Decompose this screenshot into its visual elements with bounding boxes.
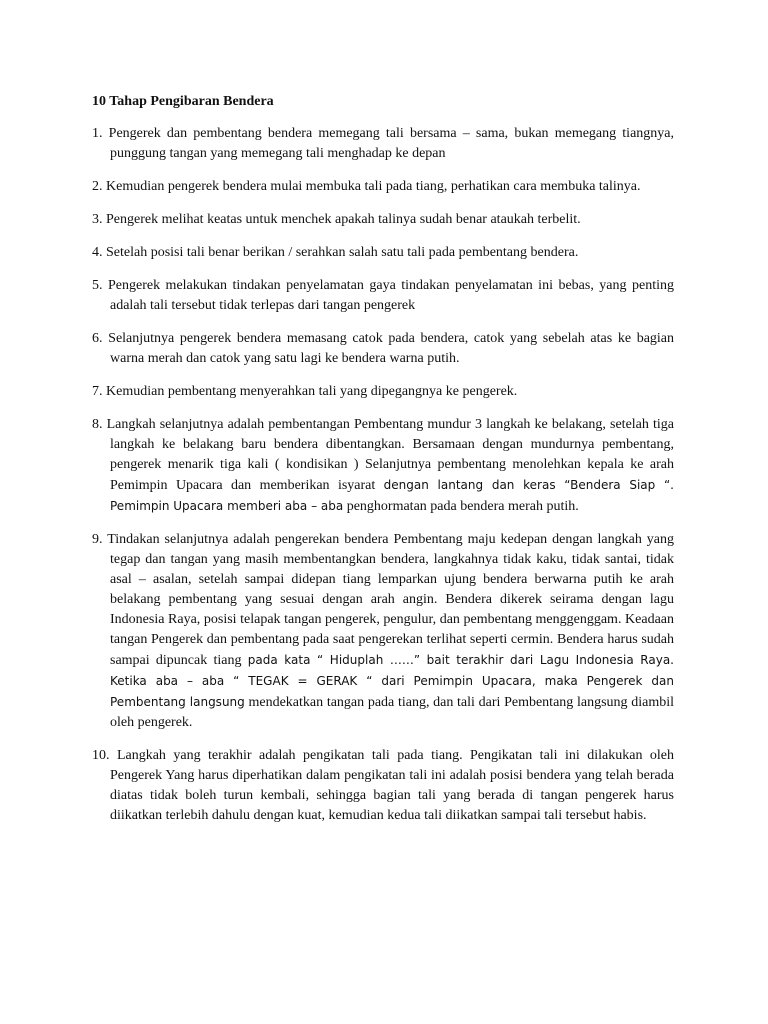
step-1	[92, 124, 674, 164]
step-text: Kemudian pengerek bendera mulai membuka tali pada tiang, perhatikan cara membuka talinya.	[106, 179, 641, 194]
step-5	[92, 276, 674, 316]
step-text: Langkah yang terakhir adalah pengikatan tali pada tiang. Pengikatan tali ini dilakukan oleh Pengerek Yang harus diperhatikan dalam pengikatan tali ini adalah posisi bendera yang telah berada diatas tidak boleh turun kembali, sehingga bagian tali yang berada di tangan pengerek harus diikatkan terlebih dahulu dengan kuat, kemudian kedua tali diikatkan sampai tali tersebut habis.	[110, 748, 674, 823]
step-text: Pengerek melihat keatas untuk menchek apakah talinya sudah benar ataukah terbelit.	[106, 212, 581, 227]
step-text: Selanjutnya pengerek bendera memasang catok pada bendera, catok yang sebelah atas ke bagian warna merah dan catok yang satu lagi ke bendera warna putih.	[108, 331, 675, 366]
step-number: 9.	[92, 532, 103, 547]
step-number: 10.	[92, 748, 110, 763]
step-number: 7.	[92, 384, 103, 399]
step-4	[92, 243, 674, 263]
step-text: Setelah posisi tali benar berikan / serahkan salah satu tali pada pembentang bendera.	[106, 245, 579, 260]
step-7	[92, 382, 674, 402]
step-text-quoted: pada kata “ Hiduplah ……” bait terakhir dari Lagu Indonesia Raya. Ketika aba – aba “ TEGAK = GERAK “ dari Pemimpin Upacara, maka Pengerek dan Pembentang langsung	[110, 653, 674, 709]
step-number: 5.	[92, 278, 103, 293]
step-text: Pengerek dan pembentang bendera memegang tali bersama – sama, bukan memegang tiangnya, punggung tangan yang memegang tali menghadap ke depan	[108, 126, 675, 161]
step-text: Kemudian pembentang menyerahkan tali yang dipegangnya ke pengerek.	[106, 384, 518, 399]
steps-list	[92, 124, 674, 826]
step-9	[92, 530, 674, 733]
step-10	[92, 746, 674, 826]
step-text: Tindakan selanjutnya adalah pengerekan bendera Pembentang maju kedepan dengan langkah yang tegap dan tangan yang masih membentangkan bendera, langkahnya tidak kaku, tidak santai, tidak asal – asalan, setelah sampai didepan tiang lemparkan ujung bendera berwarna putih ke arah belakang pembentang yang sesuai dengan arah angin. Bendera dikerek seirama dengan lagu Indonesia Raya, posisi telapak tangan pengerek, pengulur, dan pembentang menggenggam. Keadaan tangan Pengerek dan pembentang pada saat pengerekan terlihat seperti cermin. Bendera harus sudah sampai dipuncak tiang	[107, 532, 674, 668]
step-8	[92, 415, 674, 517]
step-number: 6.	[92, 331, 103, 346]
step-text: Langkah selanjutnya adalah pembentangan Pembentang mundur 3 langkah ke belakang, setelah tiga langkah ke belakang baru bendera dibentangkan. Bersamaan dengan mundurnya pembentang, pengerek menarik tiga kali ( kondisikan ) Selanjutnya pembentang menolehkan kepala ke arah Pemimpin Upacara dan memberikan isyarat	[106, 417, 675, 493]
step-text: penghormatan pada bendera merah putih.	[346, 499, 579, 514]
step-text: Pengerek melakukan tindakan penyelamatan gaya tindakan penyelamatan ini bebas, yang penting adalah tali tersebut tidak terlepas dari tangan pengerek	[107, 278, 674, 313]
step-number: 4.	[92, 245, 103, 260]
step-6	[92, 329, 674, 369]
step-number: 8.	[92, 417, 103, 432]
step-text: mendekatkan tangan pada tiang, dan tali dari Pembentang langsung diambil oleh pengerek.	[110, 695, 675, 730]
step-3	[92, 210, 674, 230]
step-number: 3.	[92, 212, 103, 227]
step-number: 2.	[92, 179, 103, 194]
step-text-quoted: dengan lantang dan keras “Bendera Siap “. Pemimpin Upacara memberi aba – aba	[110, 478, 674, 513]
document-page	[92, 93, 674, 839]
step-number: 1.	[92, 126, 103, 141]
step-2	[92, 177, 674, 197]
document-title: 10 Tahap Pengibaran Bendera	[92, 94, 274, 109]
